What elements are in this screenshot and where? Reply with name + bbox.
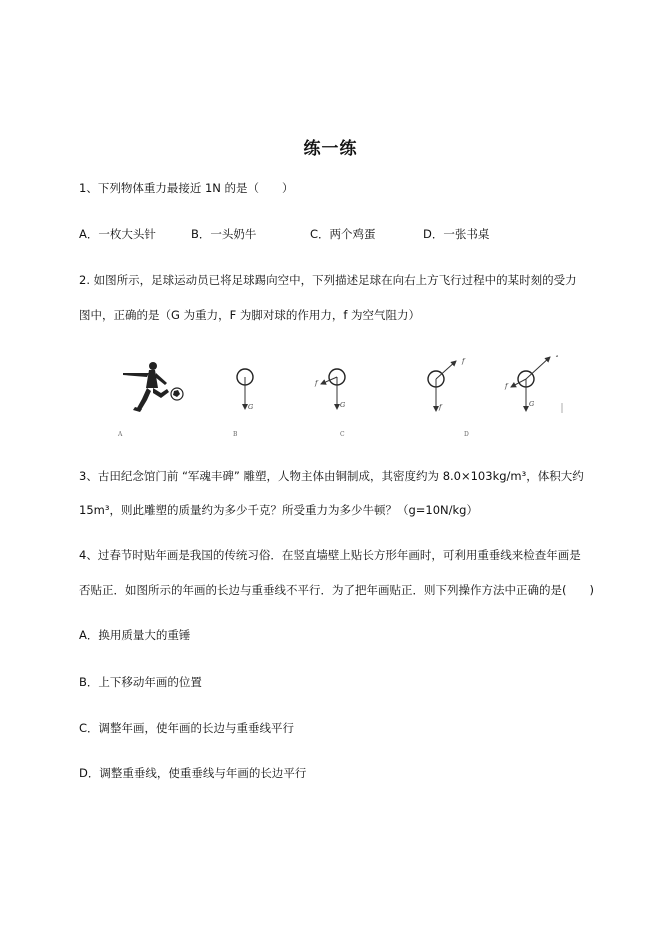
caption-b: B: [233, 431, 238, 438]
label-f-c: f: [315, 379, 318, 387]
label-g-e: G: [529, 400, 535, 408]
question-4-option-b: B．上下移动年画的位置: [79, 675, 202, 689]
force-diagram-figure: [115, 355, 575, 447]
question-4-option-d: D．调整重垂线，使重垂线与年画的长边平行: [79, 766, 307, 780]
caption-d: D: [464, 431, 469, 438]
label-small-f-e: f: [505, 382, 508, 390]
question-1-option-d: D．一张书桌: [423, 227, 490, 241]
question-1-option-c: C．两个鸡蛋: [310, 227, 376, 241]
caption-a: A: [118, 431, 123, 438]
soccer-player-illustration: [123, 362, 183, 412]
question-2-line-1: 2. 如图所示，足球运动员已将足球踢向空中，下列描述足球在向右上方飞行过程中的某时刻的受力: [79, 273, 577, 287]
force-diagram-svg: [115, 355, 575, 447]
question-4-option-c: C．调整年画，使年画的长边与重垂线平行: [79, 721, 295, 735]
caption-c: C: [340, 431, 345, 438]
label-g-d: f: [439, 403, 442, 411]
label-g-c: G: [340, 401, 346, 409]
question-1-option-a: A．一枚大头针: [79, 227, 156, 241]
page-title: 练一练: [303, 139, 358, 159]
question-1-option-b: B．一头奶牛: [191, 227, 257, 241]
question-1-text: 1、下列物体重力最接近 1N 的是（ ）: [79, 181, 294, 195]
label-big-f-e: F: [556, 355, 561, 359]
question-4-option-a: A．换用质量大的重锤: [79, 628, 191, 642]
diagram-d: [428, 361, 456, 411]
question-3-line-1: 3、古田纪念馆门前 “军魂丰碑” 雕塑，人物主体由铜制成，其密度约为 8.0×103kg/m³，体积大约: [79, 469, 584, 483]
label-f-d: f: [462, 357, 465, 365]
label-g-b: G: [248, 403, 254, 411]
question-2-line-2: 图中，正确的是（G 为重力，F 为脚对球的作用力，f 为空气阻力）: [79, 308, 421, 322]
question-4-line-1: 4、过春节时贴年画是我国的传统习俗．在竖直墙壁上贴长方形年画时，可利用重垂线来检查年画是: [79, 548, 581, 562]
question-3-line-2: 15m³，则此雕塑的质量约为多少千克？所受重力为多少牛顿？（g=10N/kg）: [79, 503, 478, 517]
question-4-line-2: 否贴正．如图所示的年画的长边与重垂线不平行．为了把年画贴正．则下列操作方法中正确的是( ): [79, 583, 594, 597]
